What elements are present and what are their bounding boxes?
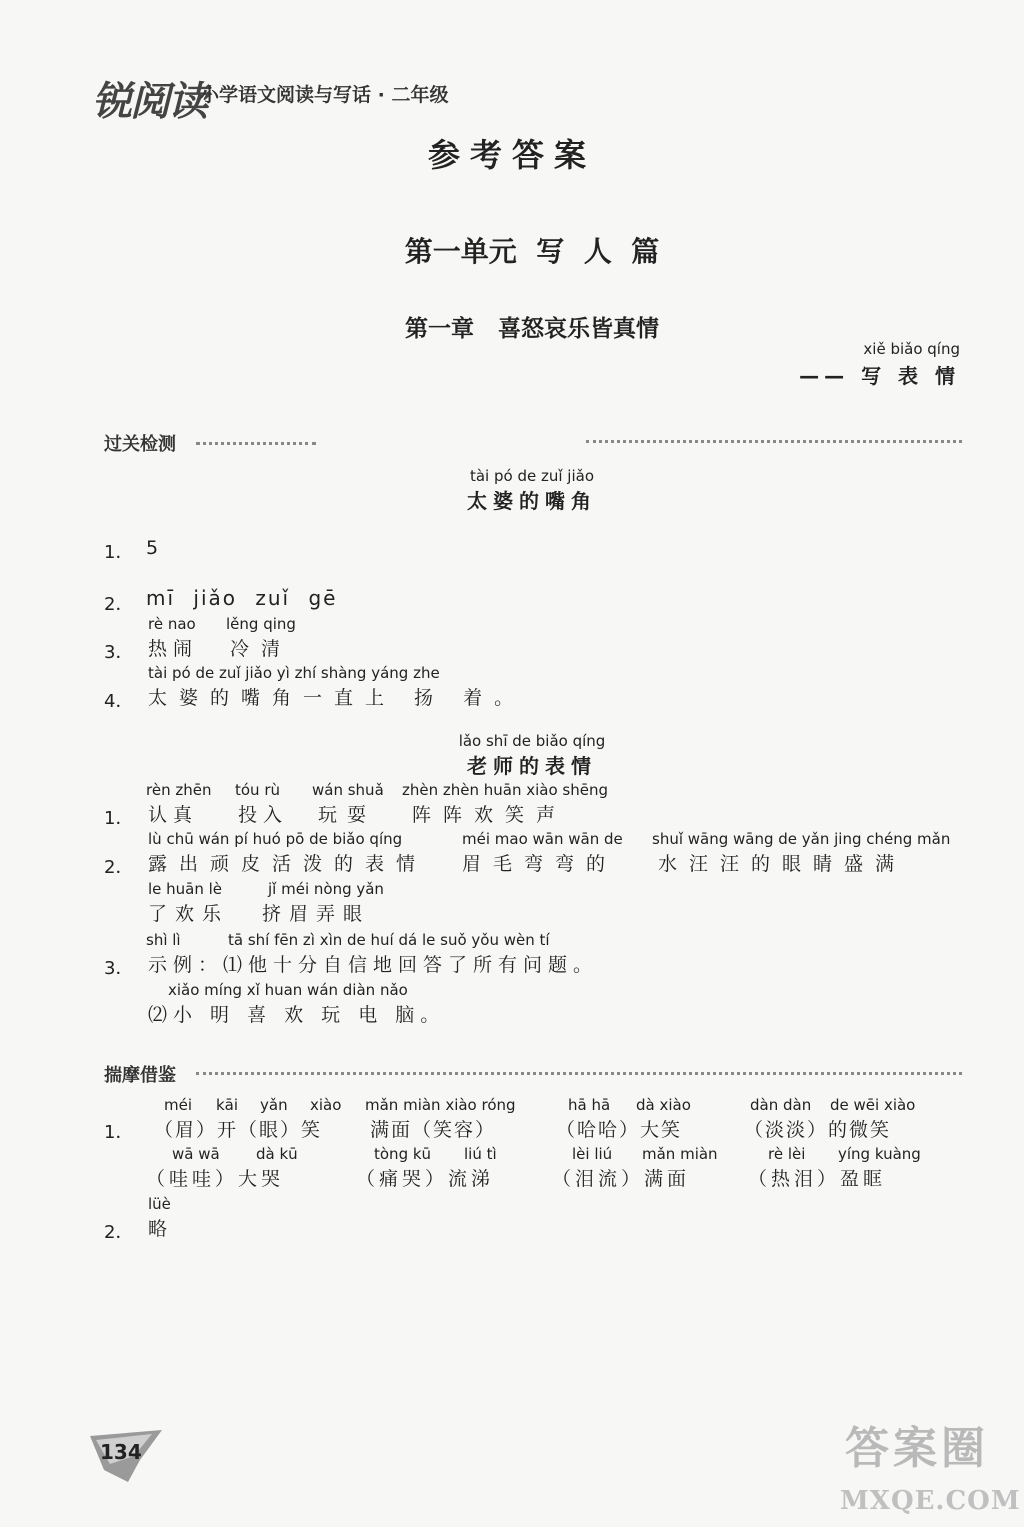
pinyin: yǎn: [260, 1096, 288, 1114]
question-number: 3．: [104, 642, 134, 663]
pinyin: zhèn zhèn huān xiào shēng: [402, 781, 609, 799]
pinyin: dàn dàn: [750, 1096, 812, 1114]
pinyin: dà kū: [256, 1145, 298, 1163]
question-number: 2．: [104, 594, 134, 615]
pinyin: mǎn miàn: [642, 1145, 718, 1163]
answer-text: 略: [148, 1218, 172, 1240]
answer-text: 露出顽皮活泼的表情: [148, 853, 428, 875]
answer-text: 挤眉弄眼: [262, 903, 371, 925]
pinyin: tài pó de zuǐ jiǎo yì zhí shàng yáng zhe: [148, 664, 440, 682]
chapter-subtitle: —— 写 表 情: [799, 364, 960, 388]
question-number: 3．: [104, 958, 134, 979]
chapter-subtitle-pinyin: xiě biǎo qíng: [863, 340, 960, 358]
pinyin: dà xiào: [636, 1096, 691, 1114]
pinyin: lěng qing: [226, 615, 296, 633]
answer-text: mī jiǎo zuǐ gē: [146, 586, 338, 610]
page-number: 134: [100, 1440, 142, 1464]
answer-text: 满面（笑容）: [370, 1119, 497, 1141]
pinyin: le huān lè: [148, 880, 223, 898]
answer-text: 投入: [238, 804, 289, 826]
pinyin: méi: [164, 1096, 193, 1114]
answer-text: 冷清: [230, 638, 293, 660]
question-number: 1．: [104, 542, 134, 563]
answer-text: （哇哇）大哭: [146, 1168, 285, 1190]
answer-text: 热闹: [148, 638, 199, 660]
answer-text: 玩耍: [318, 804, 377, 826]
chapter-title: 第一章 喜怒哀乐皆真情: [404, 315, 660, 342]
answer-text: 阵阵欢笑声: [412, 804, 568, 826]
pinyin: xiǎo míng xǐ huan wán diàn nǎo: [168, 981, 408, 999]
pinyin: rèn zhēn: [146, 781, 212, 799]
pinyin: shì lì: [146, 931, 181, 949]
pinyin: tā shí fēn zì xìn de huí dá le suǒ yǒu wèn tí: [228, 931, 550, 949]
answer-text: （哈哈）大笑: [556, 1119, 683, 1141]
pinyin: lù chū wán pí huó pō de biǎo qíng: [148, 830, 403, 848]
pinyin: liú tì: [464, 1145, 497, 1163]
answer-text: （泪流）满面: [552, 1168, 691, 1190]
pinyin: mǎn miàn xiào róng: [365, 1096, 516, 1114]
section-divider: [196, 1072, 962, 1075]
pinyin: xiào: [310, 1096, 342, 1114]
story-title: 老师的表情: [467, 754, 597, 778]
question-number: 2．: [104, 857, 134, 878]
pinyin: rè lèi: [768, 1145, 806, 1163]
page-title: 参考答案: [427, 136, 596, 174]
section-divider: [196, 442, 316, 445]
pinyin: jǐ méi nòng yǎn: [268, 880, 384, 898]
brand-logo: 锐阅读: [92, 78, 206, 125]
answer-text: 眉毛弯弯的: [462, 853, 618, 875]
answer-text: 太婆的嘴角一直上 扬 着。: [148, 687, 526, 709]
pinyin: tòng kū: [374, 1145, 432, 1163]
pinyin: méi mao wān wān de: [462, 830, 623, 848]
answer-text: （眉）开（眼）笑: [154, 1119, 323, 1141]
pinyin: yíng kuàng: [838, 1145, 921, 1163]
answer-text: 示例：⑴他十分自信地回答了所有问题。: [148, 954, 599, 976]
answer-text: （痛哭）流涕: [356, 1168, 495, 1190]
pinyin: tóu rù: [235, 781, 281, 799]
story-title: 太婆的嘴角: [467, 489, 597, 513]
question-number: 2．: [104, 1222, 134, 1243]
pinyin: wā wā: [172, 1145, 220, 1163]
section-heading-study: 揣摩借鉴: [104, 1065, 176, 1086]
answer-text: ⑵小 明 喜 欢 玩 电 脑。: [148, 1004, 446, 1026]
pinyin: lèi liú: [572, 1145, 613, 1163]
question-number: 1．: [104, 808, 134, 829]
question-number: 1．: [104, 1122, 134, 1143]
answer-text: 水汪汪的眼睛盛满: [658, 853, 907, 875]
watermark-url: MXQE.COM: [840, 1486, 1021, 1516]
answer-text: 了欢乐: [148, 903, 230, 925]
pinyin: wán shuǎ: [312, 781, 384, 799]
pinyin: lüè: [148, 1195, 171, 1213]
pinyin: hā hā: [568, 1096, 611, 1114]
watermark: 答案圈: [845, 1423, 989, 1474]
pinyin: kāi: [216, 1096, 239, 1114]
story-title-pinyin: tài pó de zuǐ jiǎo: [469, 467, 594, 485]
section-heading-check: 过关检测: [104, 434, 176, 455]
pinyin: shuǐ wāng wāng de yǎn jing chéng mǎn: [652, 830, 951, 848]
story-title-pinyin: lǎo shī de biǎo qíng: [458, 732, 606, 750]
section-divider: [586, 440, 962, 443]
unit-title: 第一单元 写 人 篇: [404, 235, 660, 268]
answer-text: （淡淡）的微笑: [744, 1119, 892, 1141]
answer-text: 认真: [148, 804, 199, 826]
pinyin: de wēi xiào: [830, 1096, 916, 1114]
book-subtitle: 小学语文阅读与写话 · 二年级: [200, 84, 449, 106]
answer-text: （热泪）盈眶: [748, 1168, 887, 1190]
pinyin: rè nao: [148, 615, 196, 633]
answer-text: 5: [146, 537, 163, 559]
question-number: 4．: [104, 691, 134, 712]
